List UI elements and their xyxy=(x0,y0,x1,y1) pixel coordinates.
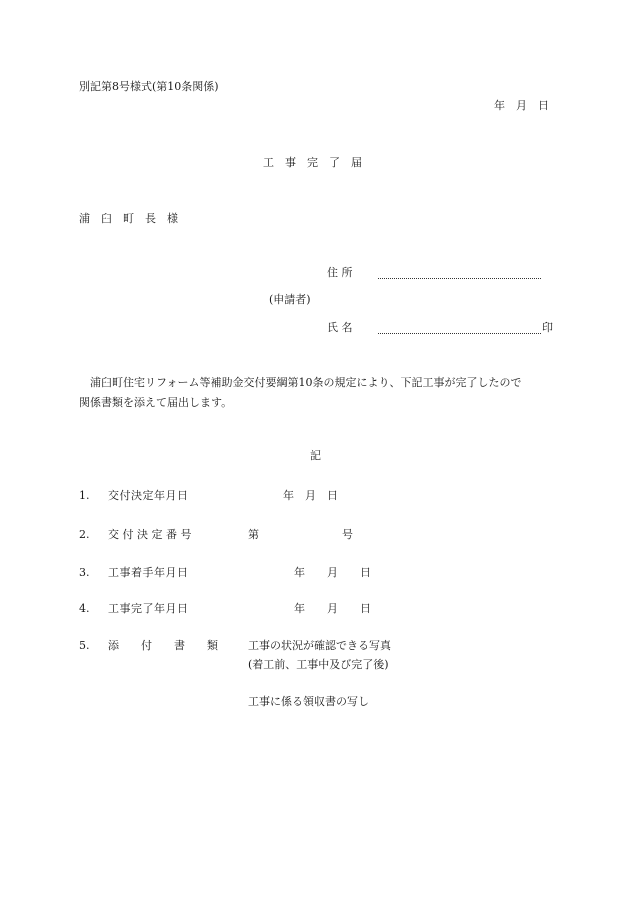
address-label: 住 所 xyxy=(327,266,353,279)
item-1-value[interactable]: 年 月 日 xyxy=(283,489,338,502)
body-line-1: 浦臼町住宅リフォーム等補助金交付要綱第10条の規定により、下記工事が完了したので xyxy=(90,376,522,389)
item-3-number: 3. xyxy=(79,566,90,579)
item-3-value[interactable]: 年 月 日 xyxy=(294,566,371,579)
ki-heading: 記 xyxy=(310,449,321,462)
seal-mark: 印 xyxy=(542,321,553,334)
attachment-2: 工事に係る領収書の写し xyxy=(248,695,369,708)
addressee: 浦 臼 町 長 様 xyxy=(79,212,178,225)
name-field[interactable] xyxy=(378,333,541,334)
body-line-2: 関係書類を添えて届出します。 xyxy=(79,396,233,409)
item-2-value-suffix: 号 xyxy=(342,528,353,541)
item-2-value-field[interactable] xyxy=(262,528,340,542)
form-label: 別記第8号様式(第10条関係) xyxy=(79,80,219,93)
document-title: 工 事 完 了 届 xyxy=(263,156,362,169)
item-2-label: 交 付 決 定 番 号 xyxy=(108,528,192,541)
item-4-value[interactable]: 年 月 日 xyxy=(294,602,371,615)
item-5-label: 添 付 書 類 xyxy=(108,639,218,652)
attachment-1-note: (着工前、工事中及び完了後) xyxy=(248,658,389,671)
name-label: 氏 名 xyxy=(327,321,353,334)
item-5-number: 5. xyxy=(79,639,90,652)
item-1-label: 交付決定年月日 xyxy=(108,489,189,502)
address-field[interactable] xyxy=(378,278,541,279)
date-line: 年 月 日 xyxy=(494,99,549,112)
applicant-label: (申請者) xyxy=(269,293,311,306)
body-paragraph xyxy=(79,373,559,413)
item-4-label: 工事完了年月日 xyxy=(108,602,189,615)
item-2-value-prefix: 第 xyxy=(248,528,259,541)
item-2-number: 2. xyxy=(79,528,90,541)
item-3-label: 工事着手年月日 xyxy=(108,566,189,579)
item-4-number: 4. xyxy=(79,602,90,615)
attachment-1: 工事の状況が確認できる写真 xyxy=(248,639,391,652)
item-1-number: 1. xyxy=(79,489,90,502)
